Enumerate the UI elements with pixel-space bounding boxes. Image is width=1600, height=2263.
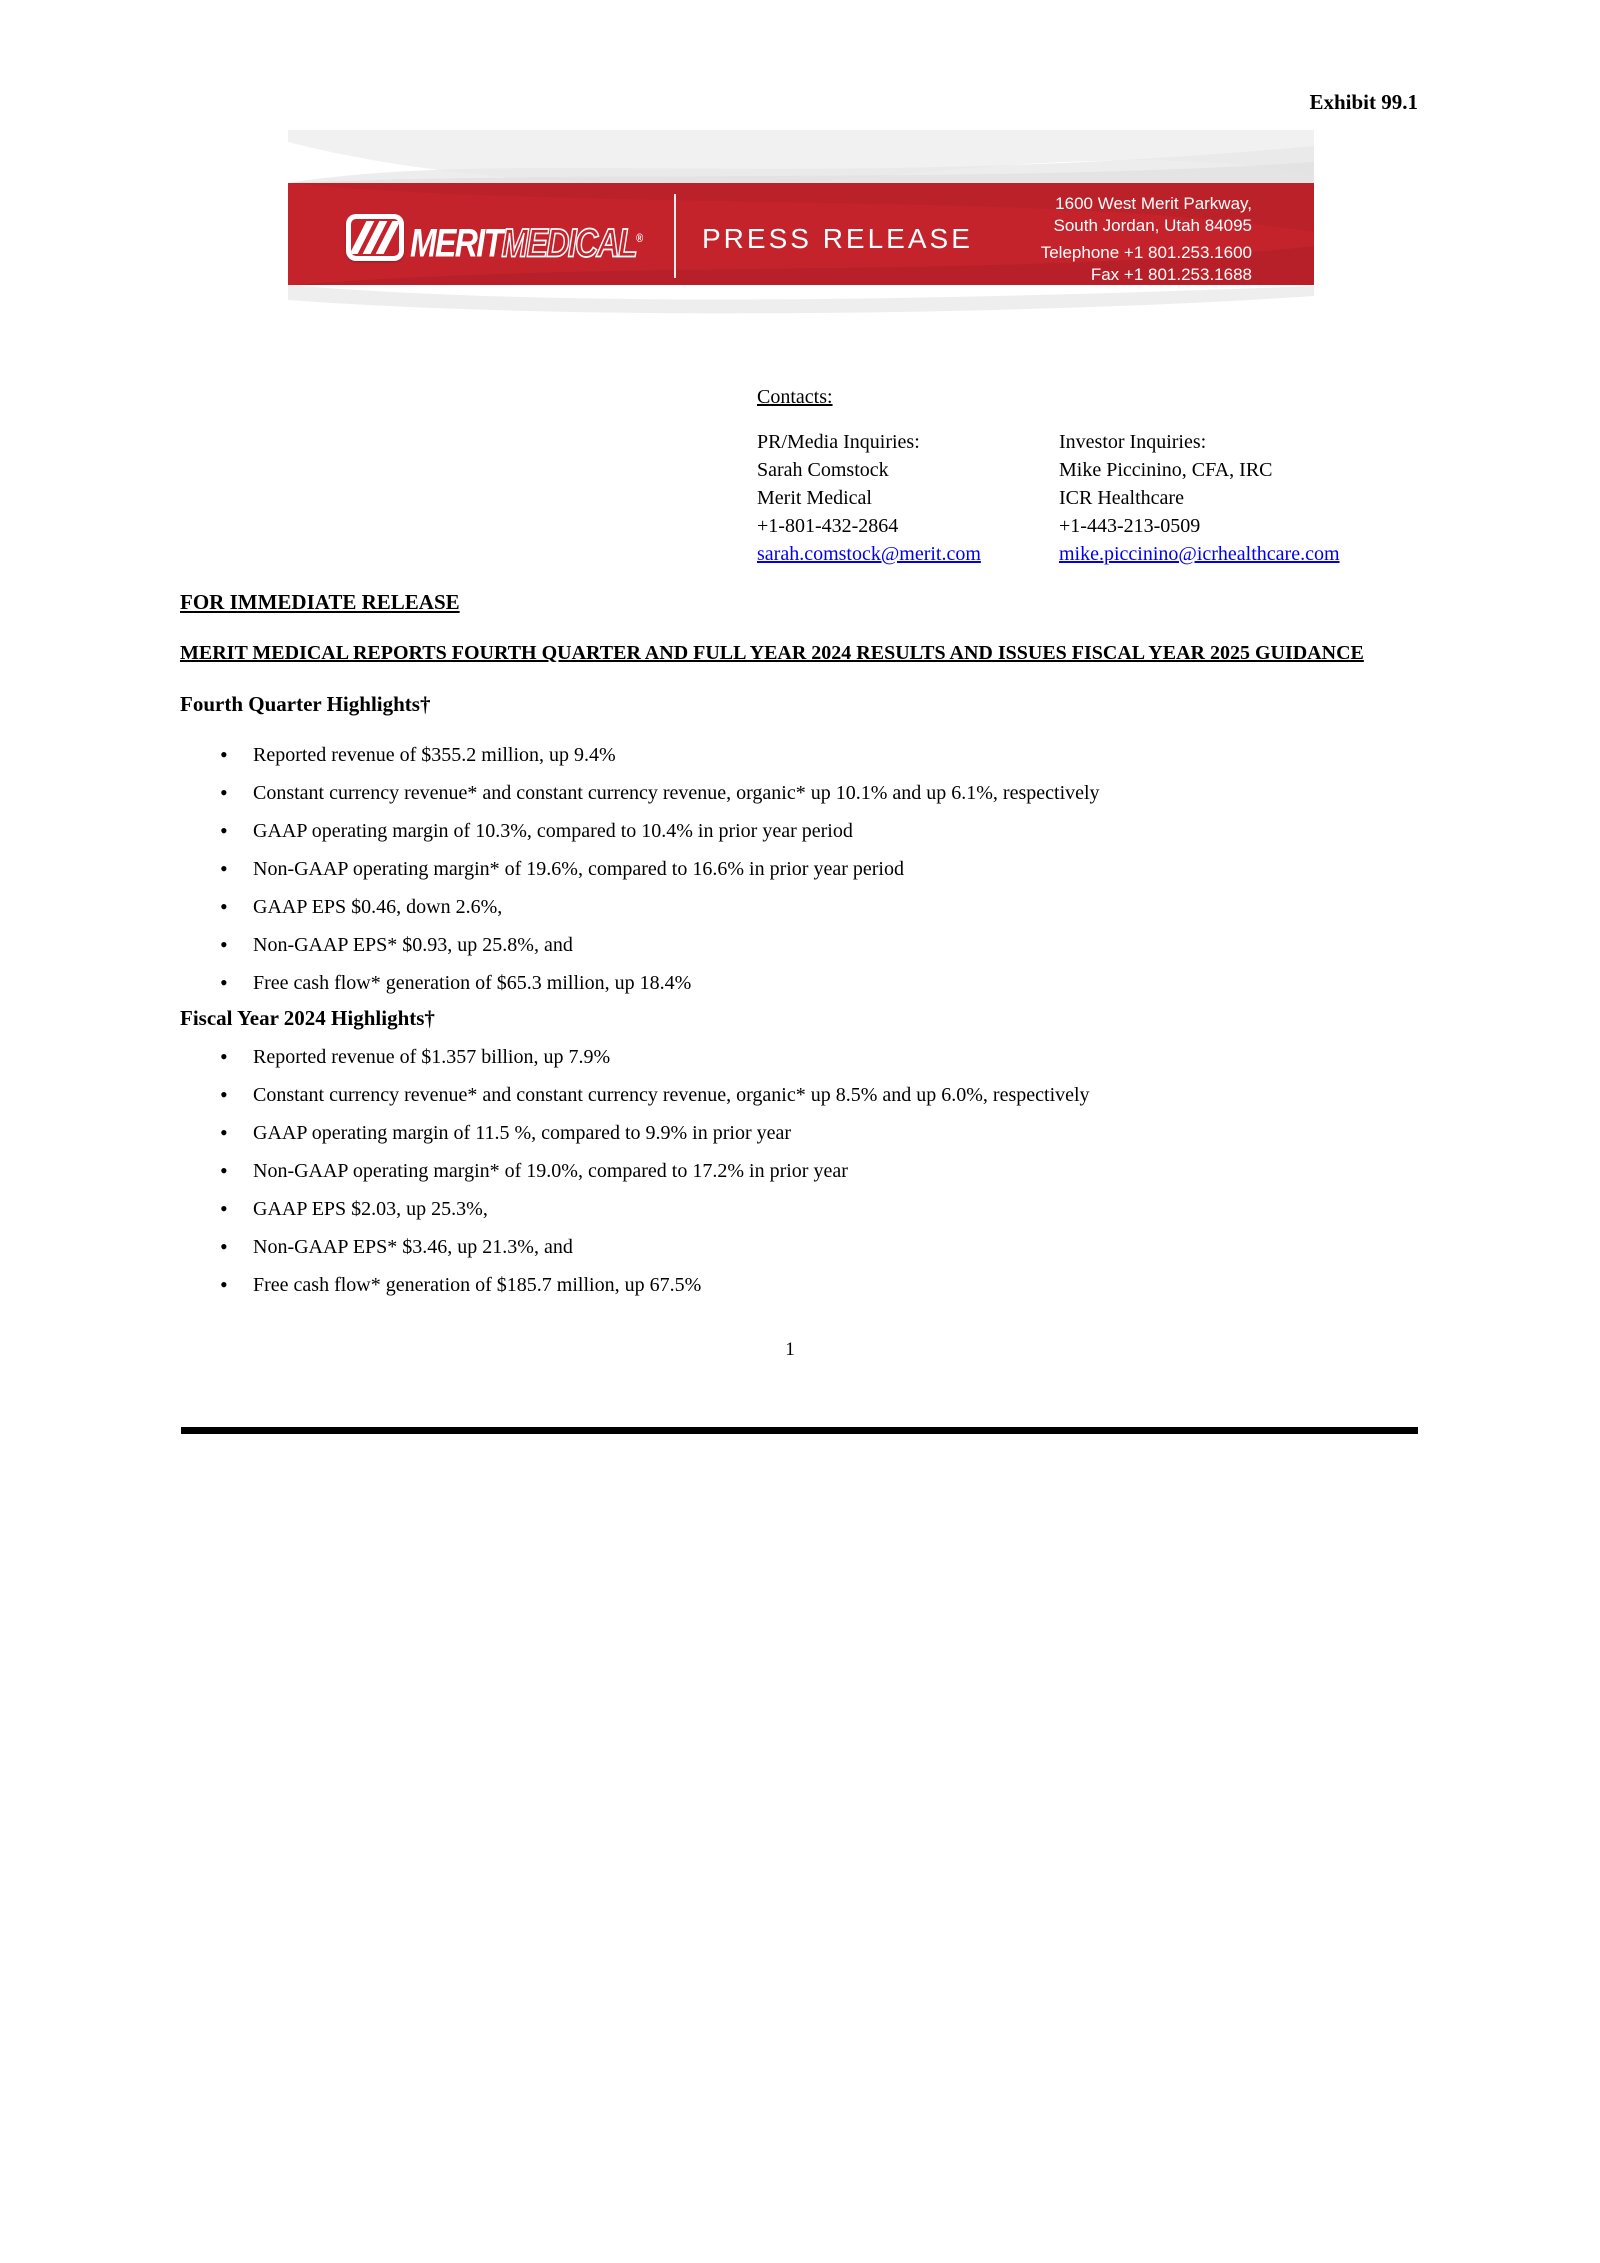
exhibit-label: Exhibit 99.1 (1309, 90, 1418, 114)
bullet-item: • Non-GAAP operating margin* of 19.6%, compared to 16.6% in prior year period (253, 858, 1100, 880)
investor-contact-phone: +1-443-213-0509 (1059, 515, 1201, 537)
investor-contact-name: Mike Piccinino, CFA, IRC (1059, 459, 1273, 481)
q4-highlights-list (253, 744, 1100, 1010)
brand-word-merit: MERIT (410, 221, 502, 266)
letterhead-banner (288, 130, 1314, 330)
address-line-2: South Jordan, Utah 84095 (1053, 216, 1252, 235)
telephone-line: Telephone +1 801.253.1600 (1040, 243, 1252, 262)
investor-contact-title: Investor Inquiries: (1059, 431, 1207, 453)
contacts-heading: Contacts: (757, 386, 833, 408)
press-release-label: PRESS RELEASE (702, 223, 973, 254)
bullet-item: • Reported revenue of $355.2 million, up 9.4% (253, 744, 1100, 766)
for-immediate-release-label: FOR IMMEDIATE RELEASE (180, 590, 460, 614)
pr-contact-phone: +1-801-432-2864 (757, 515, 899, 537)
company-address-block (1041, 193, 1252, 286)
page-number: 1 (785, 1339, 795, 1360)
bullet-item: • Free cash flow* generation of $65.3 million, up 18.4% (253, 972, 1100, 994)
pr-contact-title: PR/Media Inquiries: (757, 431, 920, 453)
registered-trademark-symbol: ® (636, 231, 644, 245)
bullet-item: • Free cash flow* generation of $185.7 million, up 67.5% (253, 1274, 1090, 1296)
pr-contact-org: Merit Medical (757, 487, 872, 509)
bullet-item: • Constant currency revenue* and constant currency revenue, organic* up 8.5% and up 6.0%, respectively (253, 1084, 1090, 1106)
q4-highlights-heading: Fourth Quarter Highlights† (180, 692, 431, 716)
brand-wordmark (410, 216, 643, 265)
pr-contact-email-link[interactable]: sarah.comstock@merit.com (757, 543, 981, 565)
bullet-item: • Constant currency revenue* and constant currency revenue, organic* up 10.1% and up 6.1%, respectively (253, 782, 1100, 804)
bullet-item: • GAAP operating margin of 10.3%, compared to 10.4% in prior year period (253, 820, 1100, 842)
pr-contact-name: Sarah Comstock (757, 459, 889, 481)
pr-media-contact-block (757, 428, 981, 568)
investor-contact-email-link[interactable]: mike.piccinino@icrhealthcare.com (1059, 543, 1340, 565)
address-line-1: 1600 West Merit Parkway, (1055, 194, 1252, 213)
investor-contact-org: ICR Healthcare (1059, 487, 1184, 509)
merit-logo-icon (346, 214, 404, 261)
merit-logo-stripes (351, 219, 399, 256)
fax-line: Fax +1 801.253.1688 (1090, 265, 1252, 284)
brand-word-medical: MEDICAL (501, 221, 637, 266)
investor-contact-block (1059, 428, 1340, 568)
bullet-item: • Non-GAAP operating margin* of 19.0%, compared to 17.2% in prior year (253, 1160, 1090, 1182)
fy2024-highlights-heading: Fiscal Year 2024 Highlights† (180, 1006, 435, 1030)
bullet-item: • GAAP EPS $0.46, down 2.6%, (253, 896, 1100, 918)
press-release-headline: MERIT MEDICAL REPORTS FOURTH QUARTER AND FULL YEAR 2024 RESULTS AND ISSUES FISCAL YEAR 2025 GUIDANCE (180, 642, 1364, 664)
banner-divider (674, 194, 676, 278)
fy2024-highlights-list (253, 1046, 1090, 1312)
bullet-item: • GAAP EPS $2.03, up 25.3%, (253, 1198, 1090, 1220)
bullet-item: • GAAP operating margin of 11.5 %, compared to 9.9% in prior year (253, 1122, 1090, 1144)
bullet-item: • Reported revenue of $1.357 billion, up 7.9% (253, 1046, 1090, 1068)
bullet-item: • Non-GAAP EPS* $3.46, up 21.3%, and (253, 1236, 1090, 1258)
footer-rule (181, 1427, 1418, 1434)
bullet-item: • Non-GAAP EPS* $0.93, up 25.8%, and (253, 934, 1100, 956)
